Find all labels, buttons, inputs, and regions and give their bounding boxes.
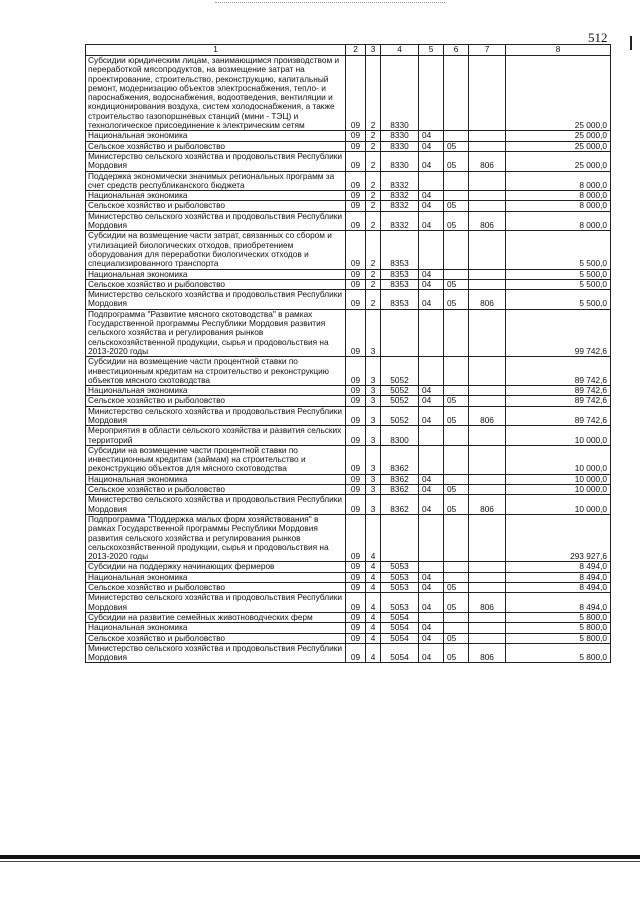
code-vr-cell: 806 bbox=[469, 406, 506, 426]
code-rz-cell: 04 bbox=[419, 201, 444, 211]
code-csr-cell: 8332 bbox=[381, 171, 419, 191]
amount-cell: 8 494,0 bbox=[506, 583, 611, 593]
code-vr-cell bbox=[469, 56, 506, 131]
code-vr-cell: 806 bbox=[469, 593, 506, 613]
row-name-cell: Субсидии на развитие семейных животноводческих ферм bbox=[86, 612, 346, 622]
row-name-cell: Поддержка экономически значимых региональных программ за счет средств республиканского бюджета bbox=[86, 171, 346, 191]
code-csr-cell: 5052 bbox=[381, 357, 419, 386]
scan-top-marks bbox=[215, 2, 445, 6]
code-gp-cell: 09 bbox=[346, 279, 366, 289]
code-csr-cell: 8353 bbox=[381, 290, 419, 310]
row-name-cell: Министерство сельского хозяйства и продовольствия Республики Мордовия bbox=[86, 290, 346, 310]
table-row bbox=[86, 474, 611, 484]
code-pr-cell bbox=[444, 612, 469, 622]
code-vr-cell bbox=[469, 562, 506, 572]
row-name-cell: Подпрограмма "Поддержка малых форм хозяйствования" в рамках Государственной программы Республики Мордовия развития сельского хозяйства и регулирования рынков сельскохозяйственной продукции, сырья и продовольствия на 2013-2020 годы bbox=[86, 514, 346, 561]
code-csr-cell: 8330 bbox=[381, 141, 419, 151]
code-rz-cell: 04 bbox=[419, 279, 444, 289]
row-name-cell: Субсидии на возмещение части процентной ставки по инвестиционным кредитам на строительство и реконструкцию объектов мясного скотоводства bbox=[86, 357, 346, 386]
code-gp-cell: 09 bbox=[346, 396, 366, 406]
code-gp-cell: 09 bbox=[346, 562, 366, 572]
code-pr-cell bbox=[444, 231, 469, 269]
bottom-rule-thin bbox=[0, 861, 640, 862]
code-pp-cell: 3 bbox=[366, 426, 381, 446]
code-pp-cell: 3 bbox=[366, 485, 381, 495]
code-pp-cell: 2 bbox=[366, 269, 381, 279]
code-pp-cell: 3 bbox=[366, 445, 381, 474]
table-row bbox=[86, 141, 611, 151]
table-row bbox=[86, 309, 611, 356]
code-vr-cell: 806 bbox=[469, 151, 506, 171]
code-vr-cell bbox=[469, 426, 506, 446]
amount-cell: 8 494,0 bbox=[506, 593, 611, 613]
row-name-cell: Субсидии юридическим лицам, занимающимся производством и переработкой мясопродуктов, на возмещение затрат на проектирование, строительство, реконструкцию, капитальный ремонт, модернизацию объектов электроснабжения, тепло- и пароснабжения, водоснабжения, водоотведения, вентиляции и кондиционирования воздуха, систем холодоснабжения, а также строительство газопоршневых станций (мини - ТЭЦ) и технологическое присоединение к электрическим сетям bbox=[86, 56, 346, 131]
code-pr-cell: 05 bbox=[444, 151, 469, 171]
table-row bbox=[86, 386, 611, 396]
code-csr-cell: 5052 bbox=[381, 406, 419, 426]
table-row bbox=[86, 633, 611, 643]
table-row bbox=[86, 211, 611, 231]
code-gp-cell: 09 bbox=[346, 131, 366, 141]
code-pp-cell: 4 bbox=[366, 633, 381, 643]
code-csr-cell: 5054 bbox=[381, 643, 419, 663]
code-rz-cell: 04 bbox=[419, 269, 444, 279]
code-pp-cell: 3 bbox=[366, 474, 381, 484]
code-rz-cell bbox=[419, 445, 444, 474]
code-pp-cell: 4 bbox=[366, 593, 381, 613]
row-name-cell: Сельское хозяйство и рыболовство bbox=[86, 485, 346, 495]
table-row bbox=[86, 201, 611, 211]
amount-cell: 99 742,6 bbox=[506, 309, 611, 356]
code-vr-cell: 806 bbox=[469, 211, 506, 231]
table-row bbox=[86, 426, 611, 446]
code-gp-cell: 09 bbox=[346, 593, 366, 613]
table-row bbox=[86, 485, 611, 495]
code-pp-cell: 2 bbox=[366, 56, 381, 131]
code-rz-cell: 04 bbox=[419, 593, 444, 613]
row-name-cell: Субсидии на поддержку начинающих фермеров bbox=[86, 562, 346, 572]
row-name-cell: Национальная экономика bbox=[86, 131, 346, 141]
code-pr-cell bbox=[444, 269, 469, 279]
code-vr-cell bbox=[469, 633, 506, 643]
code-rz-cell: 04 bbox=[419, 623, 444, 633]
amount-cell: 5 800,0 bbox=[506, 643, 611, 663]
code-pp-cell: 4 bbox=[366, 612, 381, 622]
code-vr-cell bbox=[469, 445, 506, 474]
row-name-cell: Сельское хозяйство и рыболовство bbox=[86, 201, 346, 211]
code-vr-cell bbox=[469, 201, 506, 211]
code-vr-cell bbox=[469, 357, 506, 386]
code-gp-cell: 09 bbox=[346, 191, 366, 201]
row-name-cell: Национальная экономика bbox=[86, 474, 346, 484]
code-csr-cell: 8300 bbox=[381, 426, 419, 446]
code-gp-cell: 09 bbox=[346, 141, 366, 151]
amount-cell: 5 500,0 bbox=[506, 279, 611, 289]
amount-cell: 8 000,0 bbox=[506, 211, 611, 231]
table-row bbox=[86, 151, 611, 171]
page-number: 512 bbox=[588, 30, 608, 45]
code-csr-cell bbox=[381, 514, 419, 561]
amount-cell: 10 000,0 bbox=[506, 474, 611, 484]
code-vr-cell bbox=[469, 623, 506, 633]
row-name-cell: Сельское хозяйство и рыболовство bbox=[86, 279, 346, 289]
header-cell: 6 bbox=[444, 45, 469, 56]
amount-cell: 10 000,0 bbox=[506, 485, 611, 495]
code-vr-cell bbox=[469, 386, 506, 396]
code-vr-cell bbox=[469, 269, 506, 279]
code-vr-cell bbox=[469, 474, 506, 484]
code-csr-cell: 8332 bbox=[381, 191, 419, 201]
code-pr-cell: 05 bbox=[444, 633, 469, 643]
code-rz-cell: 04 bbox=[419, 495, 444, 515]
scan-edge-mark bbox=[630, 36, 632, 50]
header-cell: 8 bbox=[506, 45, 611, 56]
amount-cell: 25 000,0 bbox=[506, 141, 611, 151]
row-name-cell: Министерство сельского хозяйства и продовольствия Республики Мордовия bbox=[86, 495, 346, 515]
code-rz-cell bbox=[419, 309, 444, 356]
code-csr-cell: 5054 bbox=[381, 633, 419, 643]
code-vr-cell bbox=[469, 231, 506, 269]
row-name-cell: Национальная экономика bbox=[86, 386, 346, 396]
code-csr-cell: 5054 bbox=[381, 623, 419, 633]
code-csr-cell: 5052 bbox=[381, 396, 419, 406]
code-gp-cell: 09 bbox=[346, 290, 366, 310]
code-gp-cell: 09 bbox=[346, 445, 366, 474]
amount-cell: 5 500,0 bbox=[506, 269, 611, 279]
code-pr-cell: 05 bbox=[444, 211, 469, 231]
code-pr-cell: 05 bbox=[444, 643, 469, 663]
code-pr-cell bbox=[444, 357, 469, 386]
amount-cell: 8 000,0 bbox=[506, 171, 611, 191]
code-gp-cell: 09 bbox=[346, 643, 366, 663]
code-gp-cell: 09 bbox=[346, 623, 366, 633]
amount-cell: 89 742,6 bbox=[506, 357, 611, 386]
code-pr-cell bbox=[444, 56, 469, 131]
budget-table bbox=[85, 44, 611, 663]
code-gp-cell: 09 bbox=[346, 426, 366, 446]
amount-cell: 8 494,0 bbox=[506, 572, 611, 582]
code-rz-cell bbox=[419, 56, 444, 131]
code-csr-cell: 8362 bbox=[381, 445, 419, 474]
code-csr-cell: 8362 bbox=[381, 495, 419, 515]
row-name-cell: Субсидии на возмещение части процентной ставки по инвестиционным кредитам (займам) на строительство и реконструкцию объектов для мясного скотоводства bbox=[86, 445, 346, 474]
code-gp-cell: 09 bbox=[346, 201, 366, 211]
code-pp-cell: 3 bbox=[366, 309, 381, 356]
code-vr-cell: 806 bbox=[469, 643, 506, 663]
code-pr-cell: 05 bbox=[444, 485, 469, 495]
code-pp-cell: 3 bbox=[366, 396, 381, 406]
row-name-cell: Сельское хозяйство и рыболовство bbox=[86, 633, 346, 643]
amount-cell: 5 800,0 bbox=[506, 633, 611, 643]
code-gp-cell: 09 bbox=[346, 474, 366, 484]
code-vr-cell bbox=[469, 171, 506, 191]
code-gp-cell: 09 bbox=[346, 495, 366, 515]
code-rz-cell bbox=[419, 171, 444, 191]
row-name-cell: Министерство сельского хозяйства и продовольствия Республики Мордовия bbox=[86, 151, 346, 171]
code-pr-cell bbox=[444, 386, 469, 396]
code-csr-cell: 5054 bbox=[381, 612, 419, 622]
row-name-cell: Сельское хозяйство и рыболовство bbox=[86, 141, 346, 151]
code-csr-cell: 5053 bbox=[381, 562, 419, 572]
amount-cell: 25 000,0 bbox=[506, 151, 611, 171]
row-name-cell: Мероприятия в области сельского хозяйства и развития сельских территорий bbox=[86, 426, 346, 446]
code-pr-cell bbox=[444, 445, 469, 474]
code-rz-cell: 04 bbox=[419, 572, 444, 582]
header-cell: 3 bbox=[366, 45, 381, 56]
code-csr-cell: 8332 bbox=[381, 211, 419, 231]
code-csr-cell: 5053 bbox=[381, 593, 419, 613]
table-row bbox=[86, 562, 611, 572]
code-rz-cell: 04 bbox=[419, 396, 444, 406]
code-pr-cell bbox=[444, 171, 469, 191]
code-pr-cell bbox=[444, 426, 469, 446]
code-vr-cell bbox=[469, 583, 506, 593]
amount-cell: 8 000,0 bbox=[506, 201, 611, 211]
header-cell: 5 bbox=[419, 45, 444, 56]
table-row bbox=[86, 279, 611, 289]
code-csr-cell: 8330 bbox=[381, 131, 419, 141]
code-pp-cell: 2 bbox=[366, 131, 381, 141]
code-csr-cell: 8353 bbox=[381, 231, 419, 269]
row-name-cell: Подпрограмма "Развитие мясного скотоводства" в рамках Государственной программы Республики Мордовия развития сельского хозяйства и регулирования рынков сельскохозяйственной продукции, сырья и продовольствия на 2013-2020 годы bbox=[86, 309, 346, 356]
header-cell: 1 bbox=[86, 45, 346, 56]
code-gp-cell: 09 bbox=[346, 171, 366, 191]
code-gp-cell: 09 bbox=[346, 56, 366, 131]
code-vr-cell bbox=[469, 131, 506, 141]
code-vr-cell bbox=[469, 396, 506, 406]
row-name-cell: Национальная экономика bbox=[86, 191, 346, 201]
code-gp-cell: 09 bbox=[346, 406, 366, 426]
code-rz-cell bbox=[419, 514, 444, 561]
code-vr-cell: 806 bbox=[469, 290, 506, 310]
code-pp-cell: 3 bbox=[366, 357, 381, 386]
table-row bbox=[86, 357, 611, 386]
table-row bbox=[86, 290, 611, 310]
code-gp-cell: 09 bbox=[346, 151, 366, 171]
code-pp-cell: 3 bbox=[366, 386, 381, 396]
code-gp-cell: 09 bbox=[346, 211, 366, 231]
code-rz-cell: 04 bbox=[419, 583, 444, 593]
amount-cell: 5 500,0 bbox=[506, 231, 611, 269]
code-gp-cell: 09 bbox=[346, 485, 366, 495]
code-rz-cell: 04 bbox=[419, 474, 444, 484]
code-rz-cell: 04 bbox=[419, 290, 444, 310]
code-pr-cell: 05 bbox=[444, 279, 469, 289]
code-csr-cell: 8353 bbox=[381, 279, 419, 289]
code-pp-cell: 2 bbox=[366, 201, 381, 211]
amount-cell: 89 742,6 bbox=[506, 386, 611, 396]
code-pr-cell bbox=[444, 309, 469, 356]
code-rz-cell: 04 bbox=[419, 191, 444, 201]
code-gp-cell: 09 bbox=[346, 572, 366, 582]
code-pp-cell: 3 bbox=[366, 495, 381, 515]
table-row bbox=[86, 643, 611, 663]
amount-cell: 8 494,0 bbox=[506, 562, 611, 572]
code-pr-cell bbox=[444, 572, 469, 582]
code-pr-cell bbox=[444, 191, 469, 201]
code-gp-cell: 09 bbox=[346, 612, 366, 622]
code-pr-cell: 05 bbox=[444, 396, 469, 406]
code-gp-cell: 09 bbox=[346, 269, 366, 279]
table-row bbox=[86, 396, 611, 406]
code-pr-cell bbox=[444, 562, 469, 572]
row-name-cell: Сельское хозяйство и рыболовство bbox=[86, 583, 346, 593]
code-csr-cell: 8362 bbox=[381, 485, 419, 495]
code-rz-cell bbox=[419, 357, 444, 386]
row-name-cell: Национальная экономика bbox=[86, 572, 346, 582]
code-pr-cell: 05 bbox=[444, 406, 469, 426]
code-pr-cell: 05 bbox=[444, 593, 469, 613]
code-gp-cell: 09 bbox=[346, 357, 366, 386]
table-row bbox=[86, 269, 611, 279]
code-csr-cell: 8332 bbox=[381, 201, 419, 211]
code-rz-cell bbox=[419, 612, 444, 622]
amount-cell: 89 742,6 bbox=[506, 406, 611, 426]
code-rz-cell: 04 bbox=[419, 211, 444, 231]
table-row bbox=[86, 514, 611, 561]
code-pp-cell: 4 bbox=[366, 562, 381, 572]
code-rz-cell: 04 bbox=[419, 485, 444, 495]
amount-cell: 10 000,0 bbox=[506, 445, 611, 474]
code-pp-cell: 2 bbox=[366, 171, 381, 191]
code-rz-cell: 04 bbox=[419, 141, 444, 151]
code-csr-cell: 5052 bbox=[381, 386, 419, 396]
table-row bbox=[86, 231, 611, 269]
code-gp-cell: 09 bbox=[346, 633, 366, 643]
code-pr-cell: 05 bbox=[444, 583, 469, 593]
amount-cell: 293 927,6 bbox=[506, 514, 611, 561]
code-gp-cell: 09 bbox=[346, 386, 366, 396]
row-name-cell: Министерство сельского хозяйства и продовольствия Республики Мордовия bbox=[86, 593, 346, 613]
code-rz-cell: 04 bbox=[419, 131, 444, 141]
bottom-rule bbox=[0, 855, 640, 859]
code-pr-cell bbox=[444, 514, 469, 561]
table-row bbox=[86, 572, 611, 582]
code-pp-cell: 4 bbox=[366, 643, 381, 663]
table-row bbox=[86, 406, 611, 426]
code-pr-cell: 05 bbox=[444, 495, 469, 515]
code-vr-cell bbox=[469, 612, 506, 622]
code-pr-cell bbox=[444, 623, 469, 633]
code-rz-cell: 04 bbox=[419, 406, 444, 426]
code-pr-cell: 05 bbox=[444, 201, 469, 211]
code-vr-cell bbox=[469, 572, 506, 582]
amount-cell: 89 742,6 bbox=[506, 396, 611, 406]
code-pp-cell: 4 bbox=[366, 514, 381, 561]
code-pp-cell: 2 bbox=[366, 290, 381, 310]
code-rz-cell bbox=[419, 426, 444, 446]
code-vr-cell bbox=[469, 141, 506, 151]
header-cell: 4 bbox=[381, 45, 419, 56]
table-row bbox=[86, 445, 611, 474]
code-pp-cell: 2 bbox=[366, 279, 381, 289]
amount-cell: 10 000,0 bbox=[506, 426, 611, 446]
code-gp-cell: 09 bbox=[346, 231, 366, 269]
code-vr-cell bbox=[469, 485, 506, 495]
code-rz-cell: 04 bbox=[419, 643, 444, 663]
code-pp-cell: 3 bbox=[366, 406, 381, 426]
code-rz-cell: 04 bbox=[419, 386, 444, 396]
table-row bbox=[86, 191, 611, 201]
amount-cell: 5 500,0 bbox=[506, 290, 611, 310]
code-vr-cell: 806 bbox=[469, 495, 506, 515]
row-name-cell: Сельское хозяйство и рыболовство bbox=[86, 396, 346, 406]
row-name-cell: Субсидии на возмещение части затрат, связанных со сбором и утилизацией биологических отходов, приобретением оборудования для переработки биологических отходов и специализированного транспорта bbox=[86, 231, 346, 269]
code-pp-cell: 2 bbox=[366, 231, 381, 269]
code-rz-cell: 04 bbox=[419, 633, 444, 643]
code-vr-cell bbox=[469, 191, 506, 201]
table-row bbox=[86, 623, 611, 633]
code-csr-cell: 8330 bbox=[381, 151, 419, 171]
row-name-cell: Национальная экономика bbox=[86, 269, 346, 279]
code-pp-cell: 4 bbox=[366, 583, 381, 593]
row-name-cell: Национальная экономика bbox=[86, 623, 346, 633]
header-cell: 7 bbox=[469, 45, 506, 56]
code-pp-cell: 2 bbox=[366, 211, 381, 231]
code-csr-cell bbox=[381, 309, 419, 356]
code-pp-cell: 4 bbox=[366, 623, 381, 633]
code-csr-cell: 8330 bbox=[381, 56, 419, 131]
code-csr-cell: 8362 bbox=[381, 474, 419, 484]
code-gp-cell: 09 bbox=[346, 583, 366, 593]
code-pp-cell: 2 bbox=[366, 151, 381, 171]
table-row bbox=[86, 495, 611, 515]
table-header-row bbox=[86, 45, 611, 56]
header-cell: 2 bbox=[346, 45, 366, 56]
code-pp-cell: 2 bbox=[366, 191, 381, 201]
code-pr-cell bbox=[444, 474, 469, 484]
amount-cell: 8 000,0 bbox=[506, 191, 611, 201]
amount-cell: 5 800,0 bbox=[506, 612, 611, 622]
code-rz-cell: 04 bbox=[419, 151, 444, 171]
code-rz-cell bbox=[419, 231, 444, 269]
code-gp-cell: 09 bbox=[346, 309, 366, 356]
table-row bbox=[86, 56, 611, 131]
row-name-cell: Министерство сельского хозяйства и продовольствия Республики Мордовия bbox=[86, 211, 346, 231]
code-csr-cell: 8353 bbox=[381, 269, 419, 279]
table-row bbox=[86, 171, 611, 191]
table-row bbox=[86, 583, 611, 593]
code-vr-cell bbox=[469, 279, 506, 289]
code-pr-cell: 05 bbox=[444, 290, 469, 310]
table-row bbox=[86, 593, 611, 613]
code-pp-cell: 2 bbox=[366, 141, 381, 151]
row-name-cell: Министерство сельского хозяйства и продовольствия Республики Мордовия bbox=[86, 406, 346, 426]
code-rz-cell bbox=[419, 562, 444, 572]
code-vr-cell bbox=[469, 514, 506, 561]
code-csr-cell: 5053 bbox=[381, 583, 419, 593]
code-csr-cell: 5053 bbox=[381, 572, 419, 582]
code-pr-cell bbox=[444, 131, 469, 141]
amount-cell: 25 000,0 bbox=[506, 131, 611, 141]
table-row bbox=[86, 612, 611, 622]
code-vr-cell bbox=[469, 309, 506, 356]
amount-cell: 10 000,0 bbox=[506, 495, 611, 515]
row-name-cell: Министерство сельского хозяйства и продовольствия Республики Мордовия bbox=[86, 643, 346, 663]
code-gp-cell: 09 bbox=[346, 514, 366, 561]
table-row bbox=[86, 131, 611, 141]
code-pr-cell: 05 bbox=[444, 141, 469, 151]
amount-cell: 25 000,0 bbox=[506, 56, 611, 131]
code-pp-cell: 4 bbox=[366, 572, 381, 582]
amount-cell: 5 800,0 bbox=[506, 623, 611, 633]
